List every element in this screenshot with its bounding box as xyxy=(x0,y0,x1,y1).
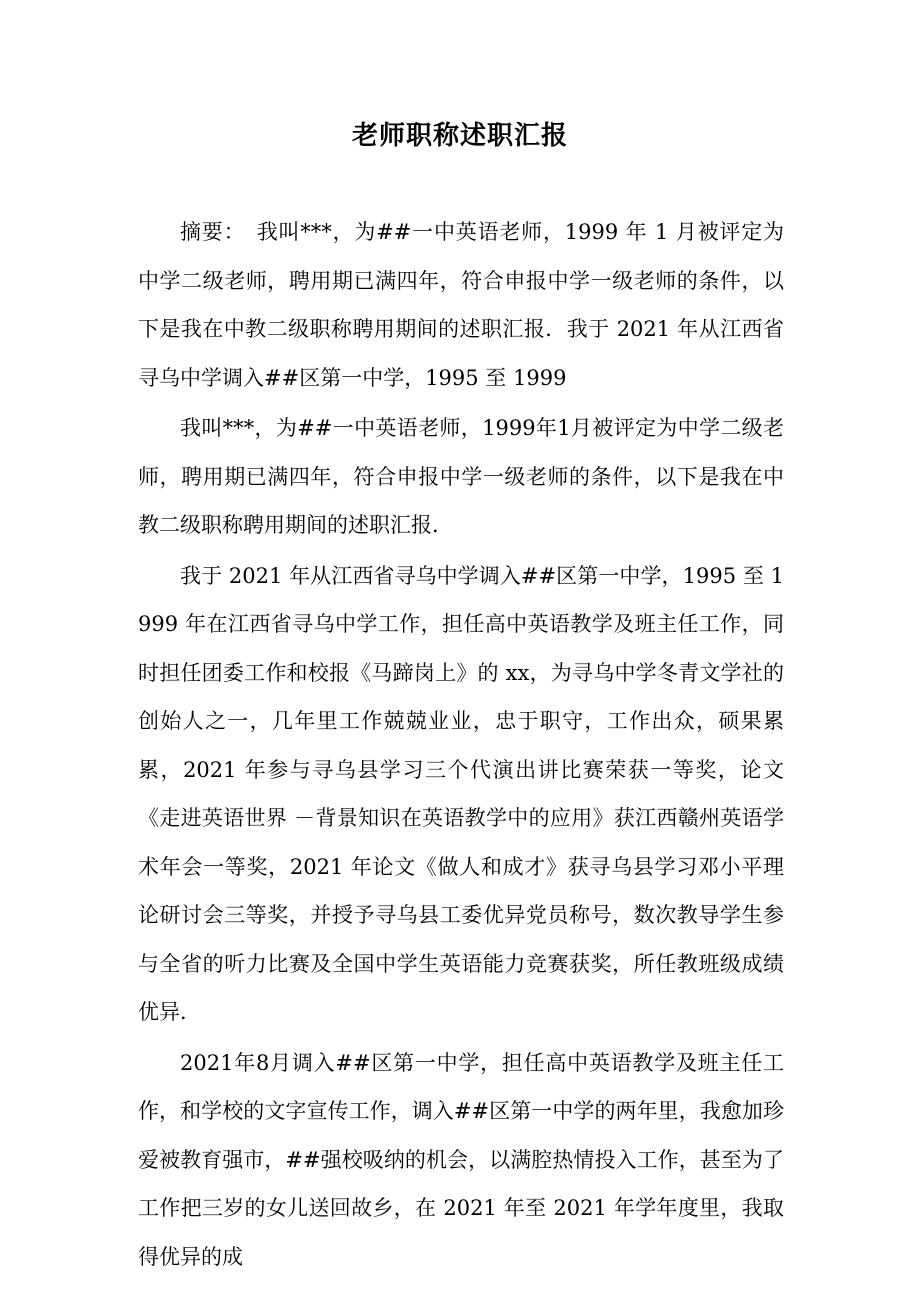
paragraph-previous-work: 我于 2021 年从江西省寻乌中学调入##区第一中学，1995 至 1999 年在江西省寻乌中学工作，担任高中英语教学及班主任工作，同时担任团委工作和校报《马蹄岗上》的 xx，为寻乌中学冬青文学社的创始人之一，几年里工作兢兢业业，忠于职守，工作出众，硕果累累，2021 年参与寻乌县学习三个代演出讲比赛荣获一等奖，论文《走进英语世界 －背景知识在英语教学中的应用》获江西赣州英语学术年会一等奖，2021 年论文《做人和成才》获寻乌县学习邓小平理论研讨会三等奖，并授予寻乌县工委优异党员称号，数次教导学生参与全省的听力比赛及全国中学生英语能力竞赛获奖，所任教班级成绩优异． xyxy=(138,563,784,1024)
paragraph-current-work: 2021年8月调入##区第一中学，担任高中英语教学及班主任工作，和学校的文字宣传工作，调入##区第一中学的两年里，我愈加珍爱被教育强市，##强校吸纳的机会，以满腔热情投入工作，甚至为了工作把三岁的女儿送回故乡，在 2021 年至 2021 年学年度里，我取得优异的成 xyxy=(138,1050,784,1269)
document-title: 老师职称述职汇报 xyxy=(351,121,568,151)
paragraph-intro: 我叫***，为##一中英语老师，1999年1月被评定为中学二级老师，聘用期已满四年，符合申报中学一级老师的条件，以下是我在中教二级职称聘用期间的述职汇报． xyxy=(138,416,784,537)
paragraph-abstract: 摘要： 我叫***，为##一中英语老师，1999 年 1 月被评定为中学二级老师，聘用期已满四年，符合申报中学一级老师的条件，以下是我在中教二级职称聘用期间的述职汇报．我于 2021 年从江西省寻乌中学调入##区第一中学，1995 至 1999 xyxy=(138,220,784,390)
document-body xyxy=(138,208,784,1283)
